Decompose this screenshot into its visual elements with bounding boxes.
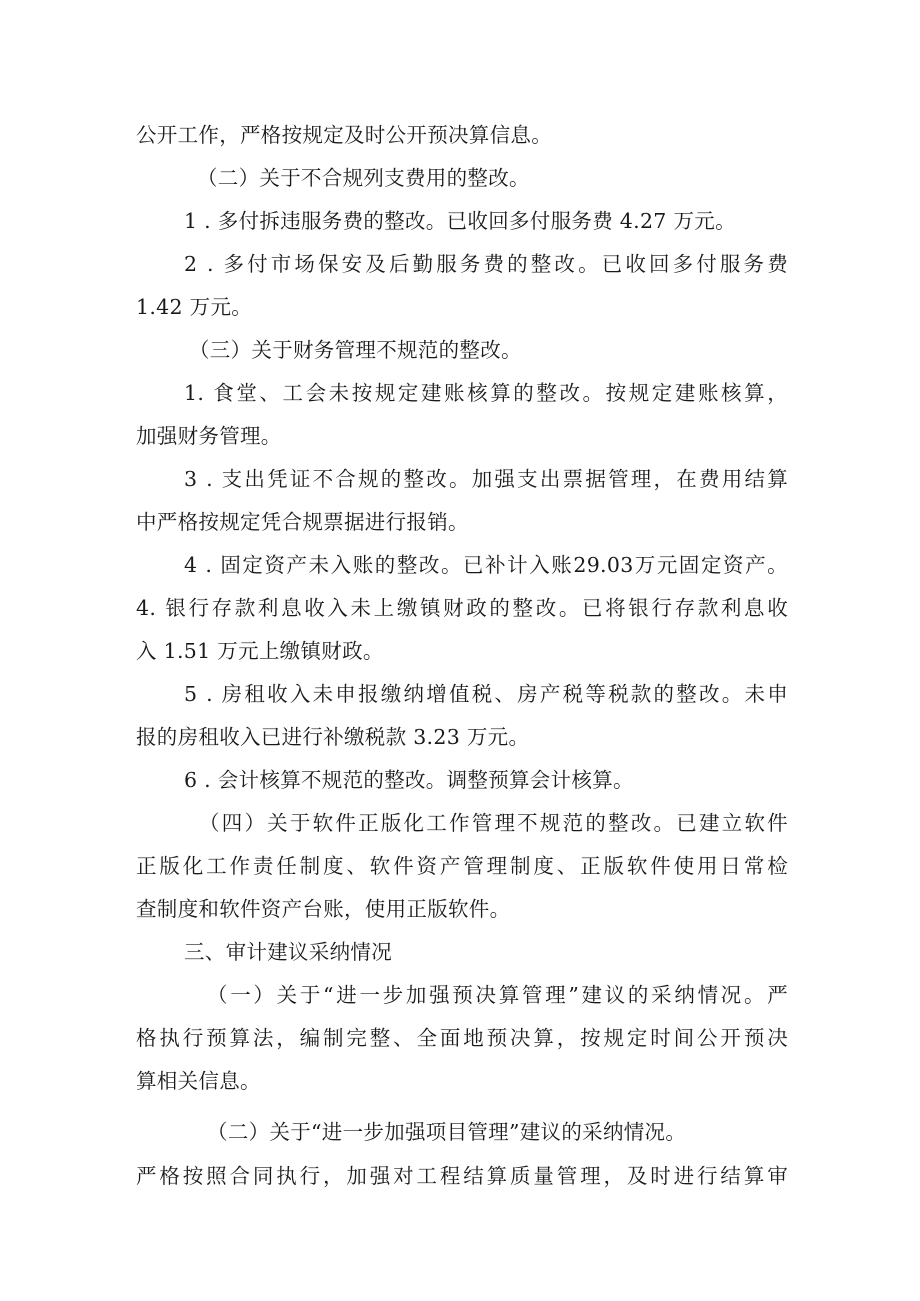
section-heading: （四）关于软件正版化工作管理不规范的整改。已建立软件 xyxy=(199,811,788,835)
text-line: 加强财务管理。 xyxy=(136,424,282,448)
major-heading: 三、审计建议采纳情况 xyxy=(184,940,392,964)
section-heading: （一）关于“进一步加强预决算管理”建议的采纳情况。严 xyxy=(207,983,788,1007)
text-line: 严格按照合同执行，加强对工程结算质量管理，及时进行结算审 xyxy=(136,1164,788,1188)
text-line: 公开工作，严格按规定及时公开预决算信息。 xyxy=(136,123,552,147)
text-line: 1 . 多付拆违服务费的整改。已收回多付服务费 4.27 万元。 xyxy=(184,209,736,233)
text-line: 4. 银行存款利息收入未上缴镇财政的整改。已将银行存款利息收 xyxy=(136,596,788,620)
text-line: 查制度和软件资产台账，使用正版软件。 xyxy=(136,897,511,921)
text-line: 2 . 多付市场保安及后勤服务费的整改。已收回多付服务费 xyxy=(184,252,788,276)
text-line: 正版化工作责任制度、软件资产管理制度、正版软件使用日常检 xyxy=(136,854,788,878)
text-line: 6 . 会计核算不规范的整改。调整预算会计核算。 xyxy=(184,768,634,792)
text-line: 入 1.51 万元上缴镇财政。 xyxy=(136,639,384,663)
section-heading: （二）关于不合规列支费用的整改。 xyxy=(197,166,530,190)
text-line: 中严格按规定凭合规票据进行报销。 xyxy=(136,510,469,534)
text-line: 5 . 房租收入未申报缴纳增值税、房产税等税款的整改。未申 xyxy=(184,682,788,706)
text-line: 1.42 万元。 xyxy=(136,295,253,319)
section-heading: （二）关于“进一步加强项目管理”建议的采纳情况。 xyxy=(207,1120,687,1144)
text-line: 4 . 固定资产未入账的整改。已补计入账29.03万元固定资产。 xyxy=(184,553,788,577)
text-line: 报的房租收入已进行补缴税款 3.23 万元。 xyxy=(136,725,530,749)
text-line: 1. 食堂、工会未按规定建账核算的整改。按规定建账核算， xyxy=(184,381,788,405)
section-heading: （三）关于财务管理不规范的整改。 xyxy=(189,338,522,362)
text-line: 3 . 支出凭证不合规的整改。加强支出票据管理，在费用结算 xyxy=(184,467,788,491)
text-line: 格执行预算法，编制完整、全面地预决算，按规定时间公开预决 xyxy=(136,1026,788,1050)
text-line: 算相关信息。 xyxy=(136,1069,261,1093)
